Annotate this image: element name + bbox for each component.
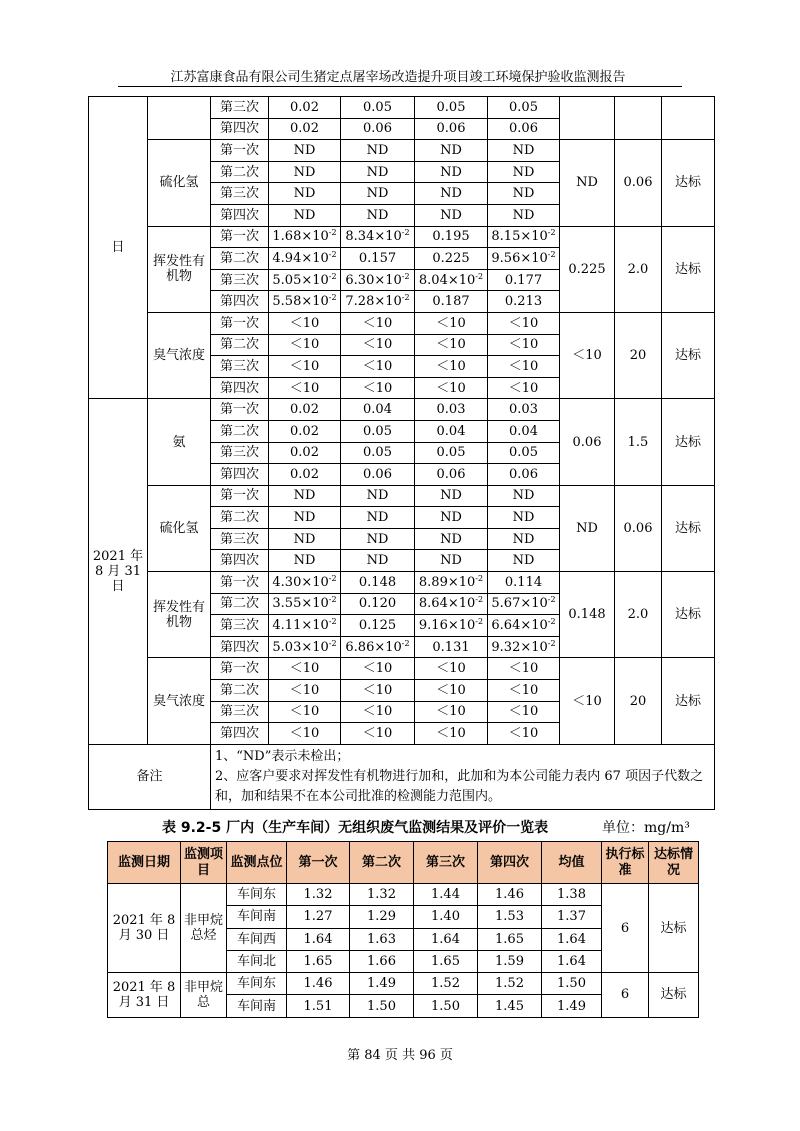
value-cell: 1.65 xyxy=(414,950,478,972)
round-label: 第二次 xyxy=(211,334,269,356)
value-cell: 1.32 xyxy=(350,884,414,906)
value-cell: ND xyxy=(488,485,560,507)
value-cell: 0.05 xyxy=(341,97,415,119)
remark-line: 2、应客户要求对挥发性有机物进行加和，此加和为本公司能力表内 67 项因子代数之和，加和结果不在本公司批准的检测能力范围内。 xyxy=(215,768,704,804)
value-cell: 0.05 xyxy=(415,97,488,119)
value-cell: 0.125 xyxy=(341,615,415,637)
value-cell: 0.06 xyxy=(488,464,560,486)
value-cell: 0.05 xyxy=(341,420,415,442)
value-cell: ND xyxy=(269,528,341,550)
value-cell: ＜10 xyxy=(269,658,341,680)
value-cell: $5.05\times 10^{-2}$ xyxy=(269,269,341,291)
standard-cell: 0.06 xyxy=(615,140,662,226)
value-cell: ND xyxy=(488,140,560,162)
value-cell: 1.49 xyxy=(350,973,414,995)
value-cell: 0.02 xyxy=(269,399,341,421)
value-cell: $6.86\times 10^{-2}$ xyxy=(341,636,415,658)
result-cell: 达标 xyxy=(662,140,715,226)
value-cell: 1.53 xyxy=(478,906,542,928)
value-cell: ＜10 xyxy=(488,723,560,745)
value-cell: ND xyxy=(488,507,560,529)
standard-cell: 1.5 xyxy=(615,399,662,485)
value-cell: ND xyxy=(269,183,341,205)
value-cell: ＜10 xyxy=(415,658,488,680)
value-cell: ＜10 xyxy=(269,701,341,723)
round-label: 第四次 xyxy=(211,550,269,572)
point-cell: 车间北 xyxy=(227,950,287,972)
round-label: 第四次 xyxy=(211,118,269,140)
value-cell: $5.03\times 10^{-2}$ xyxy=(269,636,341,658)
emission-results-table xyxy=(88,96,715,810)
value-cell: 0.02 xyxy=(269,118,341,140)
round-label: 第三次 xyxy=(211,356,269,378)
value-cell: $5.67\times 10^{-2}$ xyxy=(488,593,560,615)
table-row xyxy=(108,884,699,906)
remark-label: 备注 xyxy=(89,744,211,809)
value-cell: 1.46 xyxy=(287,973,350,995)
value-cell: 0.195 xyxy=(415,226,488,248)
value-cell: ND xyxy=(488,204,560,226)
value-cell: 1.29 xyxy=(350,906,414,928)
value-cell: ND xyxy=(415,485,488,507)
value-cell: ＜10 xyxy=(269,377,341,399)
table-row xyxy=(89,97,715,119)
value-cell: ＜10 xyxy=(415,701,488,723)
standard-cell: 6 xyxy=(602,884,649,973)
value-cell: 1.45 xyxy=(478,995,542,1017)
remark-line: 1、“ND”表示未检出； xyxy=(215,748,350,764)
value-cell: ND xyxy=(415,507,488,529)
round-label: 第三次 xyxy=(211,615,269,637)
value-cell: 1.44 xyxy=(414,884,478,906)
table-unit: 单位：mg/m³ xyxy=(602,820,690,836)
standard-cell xyxy=(615,97,662,140)
round-label: 第二次 xyxy=(211,248,269,270)
value-cell: ＜10 xyxy=(269,723,341,745)
value-cell: 1.52 xyxy=(478,973,542,995)
value-cell: 0.06 xyxy=(415,464,488,486)
round-label: 第二次 xyxy=(211,593,269,615)
value-cell: ND xyxy=(341,507,415,529)
round-label: 第四次 xyxy=(211,204,269,226)
page-footer: 第 84 页 共 96 页 xyxy=(347,1048,453,1063)
value-cell: 0.06 xyxy=(341,118,415,140)
value-cell: 0.05 xyxy=(488,97,560,119)
round-label: 第一次 xyxy=(211,140,269,162)
value-cell: 0.02 xyxy=(269,442,341,464)
value-cell: ND xyxy=(341,183,415,205)
value-cell: 1.50 xyxy=(542,973,602,995)
result-cell: 达标 xyxy=(662,312,715,398)
value-cell: 1.66 xyxy=(350,950,414,972)
value-cell: ND xyxy=(341,204,415,226)
value-cell: 0.03 xyxy=(488,399,560,421)
value-cell: ND xyxy=(488,550,560,572)
value-cell: ND xyxy=(269,485,341,507)
value-cell: 0.213 xyxy=(488,291,560,313)
value-cell: ＜10 xyxy=(415,680,488,702)
table-row xyxy=(89,312,715,334)
value-cell: 0.148 xyxy=(341,572,415,594)
pollutant-cell: 臭气浓度 xyxy=(148,312,211,398)
value-cell: ND xyxy=(415,550,488,572)
value-cell: 1.52 xyxy=(414,973,478,995)
value-cell: ＜10 xyxy=(341,680,415,702)
result-cell: 达标 xyxy=(649,973,699,1018)
pollutant-cell: 硫化氢 xyxy=(148,485,211,571)
value-cell: 1.64 xyxy=(542,950,602,972)
workshop-nmhc-table xyxy=(107,841,699,1018)
value-cell: 1.37 xyxy=(542,906,602,928)
result-cell: 达标 xyxy=(649,884,699,973)
value-cell: $3.55\times 10^{-2}$ xyxy=(269,593,341,615)
value-cell: $4.94\times 10^{-2}$ xyxy=(269,248,341,270)
value-cell: 0.177 xyxy=(488,269,560,291)
value-cell: ＜10 xyxy=(341,723,415,745)
round-label: 第二次 xyxy=(211,420,269,442)
value-cell: 0.02 xyxy=(269,464,341,486)
round-label: 第四次 xyxy=(211,636,269,658)
pollutant-cell xyxy=(148,97,211,140)
value-cell: ＜10 xyxy=(341,377,415,399)
column-header: 监测项目 xyxy=(181,842,227,884)
value-cell: $4.11\times 10^{-2}$ xyxy=(269,615,341,637)
value-cell: ＜10 xyxy=(415,723,488,745)
value-cell: $9.32\times 10^{-2}$ xyxy=(488,636,560,658)
round-label: 第四次 xyxy=(211,377,269,399)
value-cell: ＜10 xyxy=(269,680,341,702)
value-cell: ND xyxy=(269,550,341,572)
result-cell xyxy=(662,97,715,140)
column-header: 第二次 xyxy=(350,842,414,884)
round-label: 第一次 xyxy=(211,226,269,248)
max-cell: 0.06 xyxy=(560,399,615,485)
remark-row xyxy=(89,744,715,809)
page-header: 江苏富康食品有限公司生猪定点屠宰场改造提升项目竣工环境保护验收监测报告 xyxy=(170,70,626,85)
round-label: 第二次 xyxy=(211,507,269,529)
value-cell: 1.50 xyxy=(414,995,478,1017)
round-label: 第一次 xyxy=(211,485,269,507)
column-header: 达标情况 xyxy=(649,842,699,884)
value-cell: 0.187 xyxy=(415,291,488,313)
table-row xyxy=(89,572,715,594)
value-cell: ＜10 xyxy=(341,334,415,356)
date-cell: 2021 年 8 月 31 日 xyxy=(108,973,181,1018)
header-divider xyxy=(118,86,682,87)
value-cell: ＜10 xyxy=(269,356,341,378)
value-cell: ND xyxy=(341,140,415,162)
max-cell: 0.148 xyxy=(560,572,615,658)
value-cell: 0.04 xyxy=(488,420,560,442)
value-cell: 1.27 xyxy=(287,906,350,928)
value-cell: 1.38 xyxy=(542,884,602,906)
value-cell: $4.30\times 10^{-2}$ xyxy=(269,572,341,594)
value-cell: $5.58\times 10^{-2}$ xyxy=(269,291,341,313)
value-cell: $9.16\times 10^{-2}$ xyxy=(415,615,488,637)
table-row xyxy=(108,973,699,995)
column-header: 第四次 xyxy=(478,842,542,884)
value-cell: ND xyxy=(269,161,341,183)
value-cell: 0.05 xyxy=(488,442,560,464)
round-label: 第三次 xyxy=(211,269,269,291)
max-cell: ND xyxy=(560,140,615,226)
value-cell: 0.05 xyxy=(415,442,488,464)
value-cell: 1.40 xyxy=(414,906,478,928)
value-cell: 1.49 xyxy=(542,995,602,1017)
pollutant-cell: 臭气浓度 xyxy=(148,658,211,744)
table-row xyxy=(89,485,715,507)
value-cell: ＜10 xyxy=(488,377,560,399)
value-cell: ND xyxy=(415,140,488,162)
value-cell: ＜10 xyxy=(415,377,488,399)
column-header: 执行标准 xyxy=(602,842,649,884)
value-cell: 0.06 xyxy=(415,118,488,140)
standard-cell: 6 xyxy=(602,973,649,1018)
value-cell: ND xyxy=(488,183,560,205)
value-cell: ＜10 xyxy=(415,356,488,378)
value-cell: 1.65 xyxy=(287,950,350,972)
value-cell: ND xyxy=(415,161,488,183)
value-cell: ＜10 xyxy=(488,312,560,334)
value-cell: 0.04 xyxy=(415,420,488,442)
value-cell: ＜10 xyxy=(269,334,341,356)
column-header: 监测点位 xyxy=(227,842,287,884)
value-cell: ＜10 xyxy=(341,312,415,334)
value-cell: 0.02 xyxy=(269,420,341,442)
result-cell: 达标 xyxy=(662,658,715,744)
round-label: 第三次 xyxy=(211,97,269,119)
point-cell: 车间东 xyxy=(227,973,287,995)
value-cell: ND xyxy=(269,140,341,162)
column-header: 均值 xyxy=(542,842,602,884)
max-cell xyxy=(560,97,615,140)
table-row xyxy=(89,399,715,421)
standard-cell: 2.0 xyxy=(615,572,662,658)
round-label: 第一次 xyxy=(211,312,269,334)
pollutant-cell: 挥发性有机物 xyxy=(148,572,211,658)
value-cell: 1.64 xyxy=(287,928,350,950)
value-cell: 1.64 xyxy=(414,928,478,950)
table-row xyxy=(89,140,715,162)
value-cell: 0.120 xyxy=(341,593,415,615)
value-cell: 0.131 xyxy=(415,636,488,658)
table-row xyxy=(89,226,715,248)
value-cell: ＜10 xyxy=(415,312,488,334)
max-cell: 0.225 xyxy=(560,226,615,312)
result-cell: 达标 xyxy=(662,572,715,658)
value-cell: 1.46 xyxy=(478,884,542,906)
value-cell: $8.34\times 10^{-2}$ xyxy=(341,226,415,248)
value-cell: ND xyxy=(341,550,415,572)
pollutant-cell: 氨 xyxy=(148,399,211,485)
table-caption: 表 9.2-5 厂内（生产车间）无组织废气监测结果及评价一览表 xyxy=(162,820,549,836)
value-cell: ＜10 xyxy=(488,334,560,356)
round-label: 第三次 xyxy=(211,442,269,464)
value-cell: ND xyxy=(341,485,415,507)
value-cell: 1.65 xyxy=(478,928,542,950)
value-cell: ＜10 xyxy=(488,680,560,702)
value-cell: 0.05 xyxy=(341,442,415,464)
value-cell: 0.225 xyxy=(415,248,488,270)
value-cell: ND xyxy=(488,528,560,550)
round-label: 第一次 xyxy=(211,658,269,680)
value-cell: 0.06 xyxy=(488,118,560,140)
column-header: 第一次 xyxy=(287,842,350,884)
max-cell: ＜10 xyxy=(560,312,615,398)
pollutant-cell: 硫化氢 xyxy=(148,140,211,226)
value-cell: ND xyxy=(341,161,415,183)
round-label: 第一次 xyxy=(211,572,269,594)
value-cell: $8.04\times 10^{-2}$ xyxy=(415,269,488,291)
value-cell: 0.04 xyxy=(341,399,415,421)
column-header: 第三次 xyxy=(414,842,478,884)
value-cell: 0.03 xyxy=(415,399,488,421)
value-cell: ND xyxy=(415,183,488,205)
value-cell: $8.89\times 10^{-2}$ xyxy=(415,572,488,594)
value-cell: ND xyxy=(415,204,488,226)
point-cell: 车间南 xyxy=(227,995,287,1017)
value-cell: $8.15\times 10^{-2}$ xyxy=(488,226,560,248)
value-cell: 1.59 xyxy=(478,950,542,972)
value-cell: 0.157 xyxy=(341,248,415,270)
value-cell: ＜10 xyxy=(341,356,415,378)
value-cell: $1.68\times 10^{-2}$ xyxy=(269,226,341,248)
value-cell: ＜10 xyxy=(488,701,560,723)
standard-cell: 0.06 xyxy=(615,485,662,571)
value-cell: ＜10 xyxy=(341,701,415,723)
value-cell: 1.63 xyxy=(350,928,414,950)
item-cell: 非甲烷总 xyxy=(181,973,227,1018)
point-cell: 车间西 xyxy=(227,928,287,950)
value-cell: ＜10 xyxy=(415,334,488,356)
max-cell: ND xyxy=(560,485,615,571)
value-cell: ND xyxy=(488,161,560,183)
standard-cell: 20 xyxy=(615,312,662,398)
column-header: 监测日期 xyxy=(108,842,181,884)
value-cell: 0.114 xyxy=(488,572,560,594)
value-cell: ND xyxy=(341,528,415,550)
standard-cell: 20 xyxy=(615,658,662,744)
value-cell: ND xyxy=(269,204,341,226)
value-cell: 1.50 xyxy=(350,995,414,1017)
value-cell: 1.51 xyxy=(287,995,350,1017)
value-cell: 1.64 xyxy=(542,928,602,950)
round-label: 第三次 xyxy=(211,528,269,550)
value-cell: ND xyxy=(415,528,488,550)
round-label: 第三次 xyxy=(211,183,269,205)
value-cell: $6.30\times 10^{-2}$ xyxy=(341,269,415,291)
value-cell: 0.06 xyxy=(341,464,415,486)
result-cell: 达标 xyxy=(662,399,715,485)
round-label: 第二次 xyxy=(211,680,269,702)
value-cell: 1.32 xyxy=(287,884,350,906)
pollutant-cell: 挥发性有机物 xyxy=(148,226,211,312)
max-cell: ＜10 xyxy=(560,658,615,744)
item-cell: 非甲烷总烃 xyxy=(181,884,227,973)
result-cell: 达标 xyxy=(662,226,715,312)
point-cell: 车间东 xyxy=(227,884,287,906)
round-label: 第三次 xyxy=(211,701,269,723)
value-cell: $8.64\times 10^{-2}$ xyxy=(415,593,488,615)
date-cell: 2021 年 8 月 30 日 xyxy=(108,884,181,973)
remark-text xyxy=(211,744,715,809)
date-cell: 2021 年 8 月 31 日 xyxy=(89,399,148,745)
value-cell: ＜10 xyxy=(488,658,560,680)
round-label: 第一次 xyxy=(211,399,269,421)
point-cell: 车间南 xyxy=(227,906,287,928)
round-label: 第四次 xyxy=(211,291,269,313)
round-label: 第二次 xyxy=(211,161,269,183)
value-cell: ND xyxy=(269,507,341,529)
value-cell: 0.02 xyxy=(269,97,341,119)
round-label: 第四次 xyxy=(211,723,269,745)
value-cell: ＜10 xyxy=(269,312,341,334)
value-cell: $9.56\times 10^{-2}$ xyxy=(488,248,560,270)
standard-cell: 2.0 xyxy=(615,226,662,312)
round-label: 第四次 xyxy=(211,464,269,486)
date-cell: 日 xyxy=(89,97,148,399)
value-cell: ＜10 xyxy=(341,658,415,680)
result-cell: 达标 xyxy=(662,485,715,571)
value-cell: $6.64\times 10^{-2}$ xyxy=(488,615,560,637)
value-cell: $7.28\times 10^{-2}$ xyxy=(341,291,415,313)
value-cell: ＜10 xyxy=(488,356,560,378)
table-row xyxy=(89,658,715,680)
